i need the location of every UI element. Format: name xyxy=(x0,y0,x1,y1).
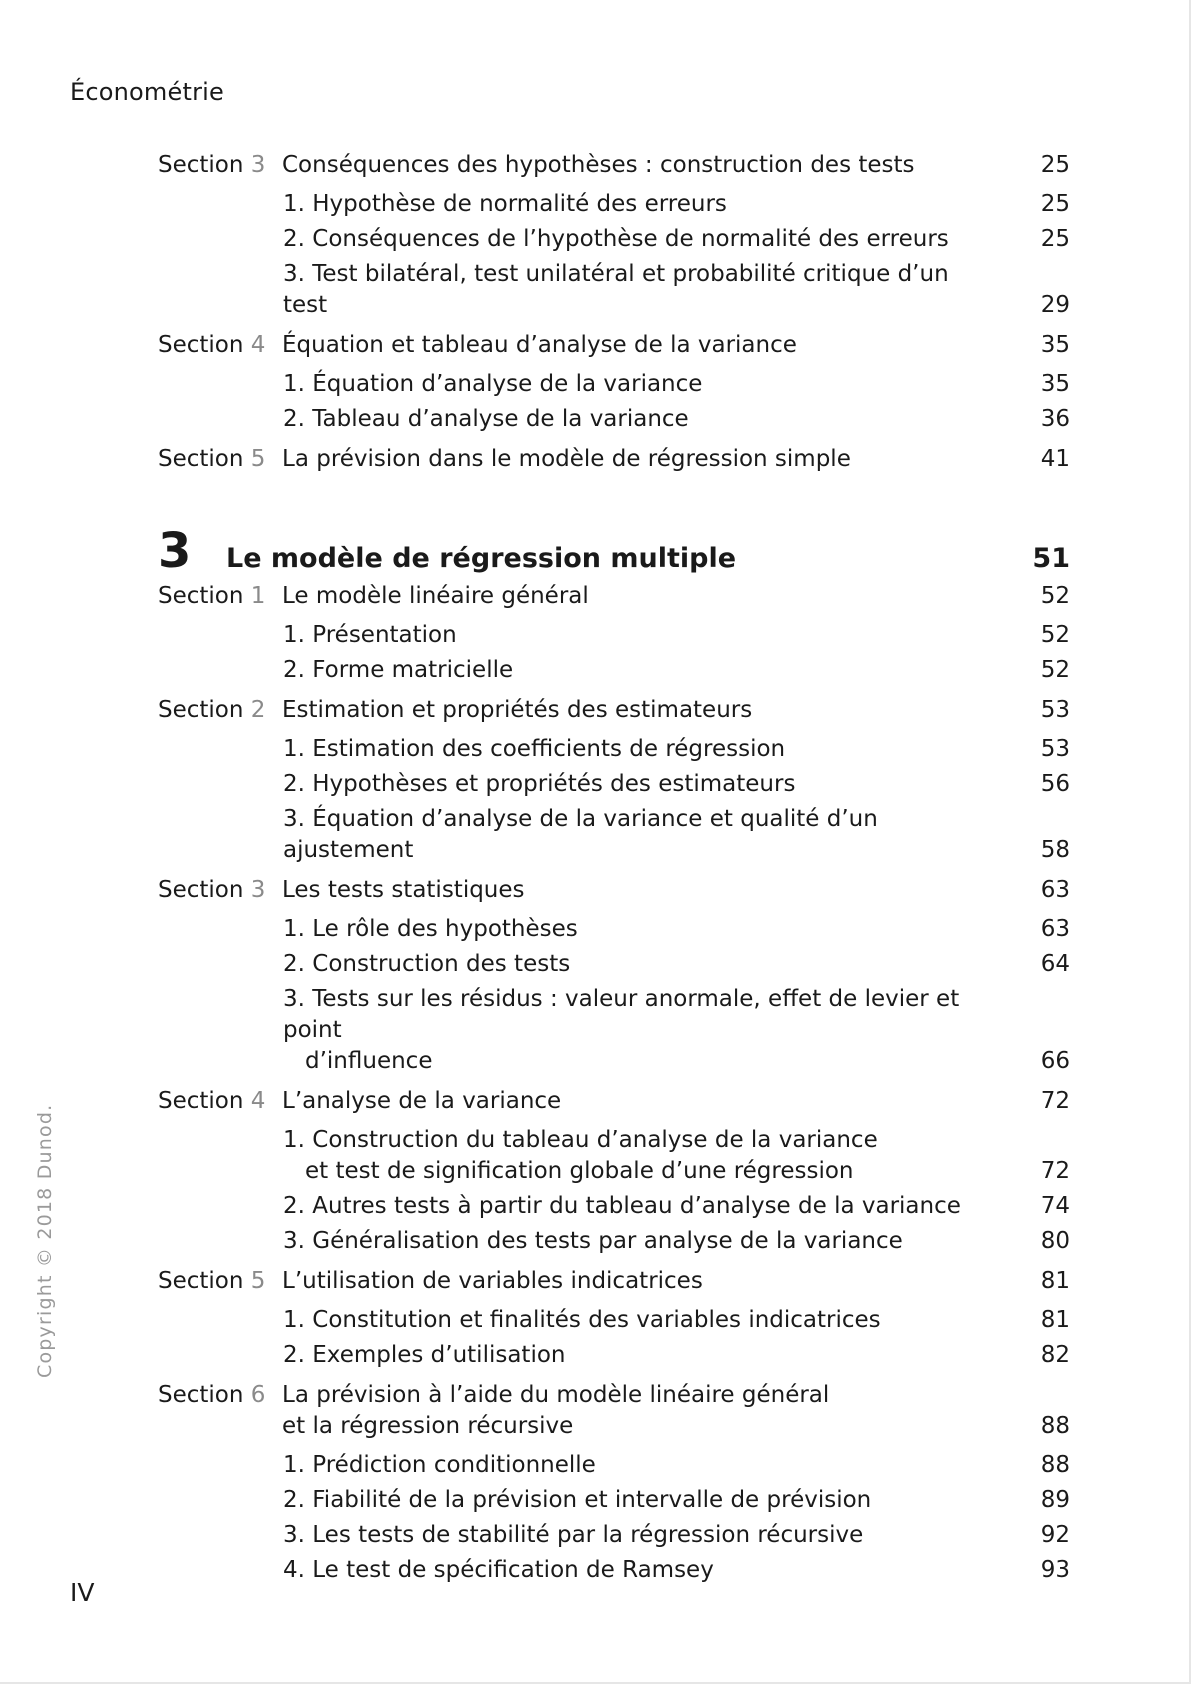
section-title xyxy=(282,581,1070,612)
toc-item-row xyxy=(158,914,1070,945)
section-label xyxy=(158,1380,282,1442)
item-title: 2. Exemples d’utilisation xyxy=(283,1342,566,1368)
section-number: 1 xyxy=(250,583,266,609)
page-number: 53 xyxy=(1040,736,1070,762)
item-title: 1. Estimation des coefficients de régression xyxy=(283,736,786,762)
section-word: Section xyxy=(158,332,244,358)
section-number: 3 xyxy=(250,877,266,903)
section-word: Section xyxy=(158,1382,244,1408)
page-number: 35 xyxy=(1040,332,1070,358)
section-number: 2 xyxy=(250,697,266,723)
section-title-text: La prévision dans le modèle de régression simple xyxy=(282,446,851,472)
page-number: 35 xyxy=(1040,371,1070,397)
section-title-text: Le modèle linéaire général xyxy=(282,583,589,609)
toc-item-row xyxy=(158,1226,1070,1257)
item-title: 1. Équation d’analyse de la variance xyxy=(283,371,703,397)
item-title: 3. Généralisation des tests par analyse de la variance xyxy=(283,1228,903,1254)
section-title-text: L’analyse de la variance xyxy=(282,1088,562,1114)
toc-section-row xyxy=(158,1380,1070,1442)
section-word: Section xyxy=(158,446,244,472)
section-number: 4 xyxy=(250,1088,266,1114)
section-title xyxy=(282,1086,1070,1117)
page-number: 81 xyxy=(1040,1268,1070,1294)
toc-item-row xyxy=(158,1485,1070,1516)
section-number: 4 xyxy=(250,332,266,358)
section-title-text: L’utilisation de variables indicatrices xyxy=(282,1268,703,1294)
toc-item-row xyxy=(158,804,1070,866)
page-number: 63 xyxy=(1040,916,1070,942)
chapter-title: Le modèle de régression multiple xyxy=(226,543,737,574)
section-word: Section xyxy=(158,877,244,903)
toc-item-row xyxy=(158,734,1070,765)
page-number: 80 xyxy=(1040,1228,1070,1254)
section-title xyxy=(282,1266,1070,1297)
section-label xyxy=(158,444,282,475)
item-title: 3. Test bilatéral, test unilatéral et probabilité critique d’un test xyxy=(283,261,949,318)
running-head: Économétrie xyxy=(70,78,224,106)
section-title-text: Estimation et propriétés des estimateurs xyxy=(282,697,753,723)
toc-item-row xyxy=(158,1305,1070,1336)
table-of-contents xyxy=(158,150,1070,1586)
item-title: 2. Forme matricielle xyxy=(283,657,514,683)
item-title-continuation: et test de signification globale d’une régression xyxy=(305,1158,854,1184)
item-title: 2. Hypothèses et propriétés des estimateurs xyxy=(283,771,796,797)
item-title: 1. Constitution et finalités des variables indicatrices xyxy=(283,1307,881,1333)
section-word: Section xyxy=(158,583,244,609)
toc-item-row xyxy=(158,984,1070,1077)
item-title-continuation: d’influence xyxy=(305,1048,433,1074)
item-title: 3. Équation d’analyse de la variance et qualité d’un ajustement xyxy=(283,806,878,863)
toc-top-block xyxy=(158,150,1070,475)
toc-item-row xyxy=(158,189,1070,220)
toc-section-row xyxy=(158,1086,1070,1117)
page-number: 25 xyxy=(1040,191,1070,217)
toc-item-row xyxy=(158,620,1070,651)
page-number: 52 xyxy=(1040,657,1070,683)
page-number: 29 xyxy=(1040,292,1070,318)
item-title: 1. Le rôle des hypothèses xyxy=(283,916,578,942)
toc-item-row xyxy=(158,224,1070,255)
toc-item-row xyxy=(158,1340,1070,1371)
section-label xyxy=(158,875,282,906)
page-number: 58 xyxy=(1040,837,1070,863)
item-title: 2. Autres tests à partir du tableau d’analyse de la variance xyxy=(283,1193,961,1219)
section-title xyxy=(282,1380,1070,1442)
toc-section-row xyxy=(158,875,1070,906)
section-word: Section xyxy=(158,1268,244,1294)
page-folio: IV xyxy=(70,1578,95,1607)
item-title: 2. Conséquences de l’hypothèse de normalité des erreurs xyxy=(283,226,949,252)
page-number: 53 xyxy=(1040,697,1070,723)
toc-section-row xyxy=(158,444,1070,475)
toc-item-row xyxy=(158,1555,1070,1586)
item-title: 1. Hypothèse de normalité des erreurs xyxy=(283,191,727,217)
page-number: 81 xyxy=(1040,1307,1070,1333)
toc-section-row xyxy=(158,581,1070,612)
page-number: 72 xyxy=(1040,1088,1070,1114)
section-title xyxy=(282,444,1070,475)
section-word: Section xyxy=(158,697,244,723)
section-title-text: La prévision à l’aide du modèle linéaire général xyxy=(282,1382,830,1408)
item-title: 1. Prédiction conditionnelle xyxy=(283,1452,596,1478)
toc-item-row xyxy=(158,1520,1070,1551)
toc-item-row xyxy=(158,949,1070,980)
section-label xyxy=(158,1266,282,1297)
page-number: 25 xyxy=(1040,152,1070,178)
chapter-number: 3 xyxy=(158,523,192,579)
toc-item-row xyxy=(158,369,1070,400)
item-title: 3. Les tests de stabilité par la régression récursive xyxy=(283,1522,864,1548)
toc-section-row xyxy=(158,695,1070,726)
section-word: Section xyxy=(158,152,244,178)
page-number: 89 xyxy=(1040,1487,1070,1513)
copyright-notice: Copyright © 2018 Dunod. xyxy=(34,1103,56,1378)
section-label xyxy=(158,330,282,361)
item-title: 2. Tableau d’analyse de la variance xyxy=(283,406,689,432)
item-title: 3. Tests sur les résidus : valeur anormale, effet de levier et point xyxy=(283,986,960,1043)
page-number: 93 xyxy=(1040,1557,1070,1583)
section-title-text: Équation et tableau d’analyse de la variance xyxy=(282,332,797,358)
page-number: 88 xyxy=(1040,1413,1070,1439)
page-number: 82 xyxy=(1040,1342,1070,1368)
toc-item-row xyxy=(158,1450,1070,1481)
toc-section-row xyxy=(158,150,1070,181)
section-label xyxy=(158,581,282,612)
page-number: 63 xyxy=(1040,877,1070,903)
item-title: 2. Fiabilité de la prévision et intervalle de prévision xyxy=(283,1487,872,1513)
item-title: 1. Présentation xyxy=(283,622,457,648)
section-number: 5 xyxy=(250,1268,266,1294)
toc-item-row xyxy=(158,769,1070,800)
section-number: 6 xyxy=(250,1382,266,1408)
toc-item-row xyxy=(158,259,1070,321)
section-title-continuation: et la régression récursive xyxy=(282,1413,574,1439)
section-label xyxy=(158,695,282,726)
section-title-text: Les tests statistiques xyxy=(282,877,525,903)
section-title-text: Conséquences des hypothèses : construction des tests xyxy=(282,152,915,178)
page-number: 92 xyxy=(1040,1522,1070,1548)
section-number: 5 xyxy=(250,446,266,472)
page-number: 52 xyxy=(1040,583,1070,609)
section-label xyxy=(158,1086,282,1117)
page-number: 74 xyxy=(1040,1193,1070,1219)
toc-section-row xyxy=(158,330,1070,361)
section-title xyxy=(282,695,1070,726)
toc-chapter-block xyxy=(158,581,1070,1586)
toc-item-row xyxy=(158,655,1070,686)
item-title: 2. Construction des tests xyxy=(283,951,571,977)
chapter-page: 51 xyxy=(1032,543,1070,574)
section-label xyxy=(158,150,282,181)
page-number: 36 xyxy=(1040,406,1070,432)
page-number: 88 xyxy=(1040,1452,1070,1478)
page-number: 25 xyxy=(1040,226,1070,252)
section-number: 3 xyxy=(250,152,266,178)
toc-item-row xyxy=(158,404,1070,435)
section-word: Section xyxy=(158,1088,244,1114)
section-title xyxy=(282,150,1070,181)
page-number: 66 xyxy=(1040,1048,1070,1074)
page-number: 52 xyxy=(1040,622,1070,648)
toc-section-row xyxy=(158,1266,1070,1297)
section-title xyxy=(282,330,1070,361)
item-title: 4. Le test de spécification de Ramsey xyxy=(283,1557,714,1583)
section-title xyxy=(282,875,1070,906)
toc-item-row xyxy=(158,1125,1070,1187)
item-title: 1. Construction du tableau d’analyse de la variance xyxy=(283,1127,878,1153)
page-number: 64 xyxy=(1040,951,1070,977)
page-number: 56 xyxy=(1040,771,1070,797)
page-number: 72 xyxy=(1040,1158,1070,1184)
chapter-heading xyxy=(158,525,1070,577)
toc-item-row xyxy=(158,1191,1070,1222)
page-number: 41 xyxy=(1040,446,1070,472)
